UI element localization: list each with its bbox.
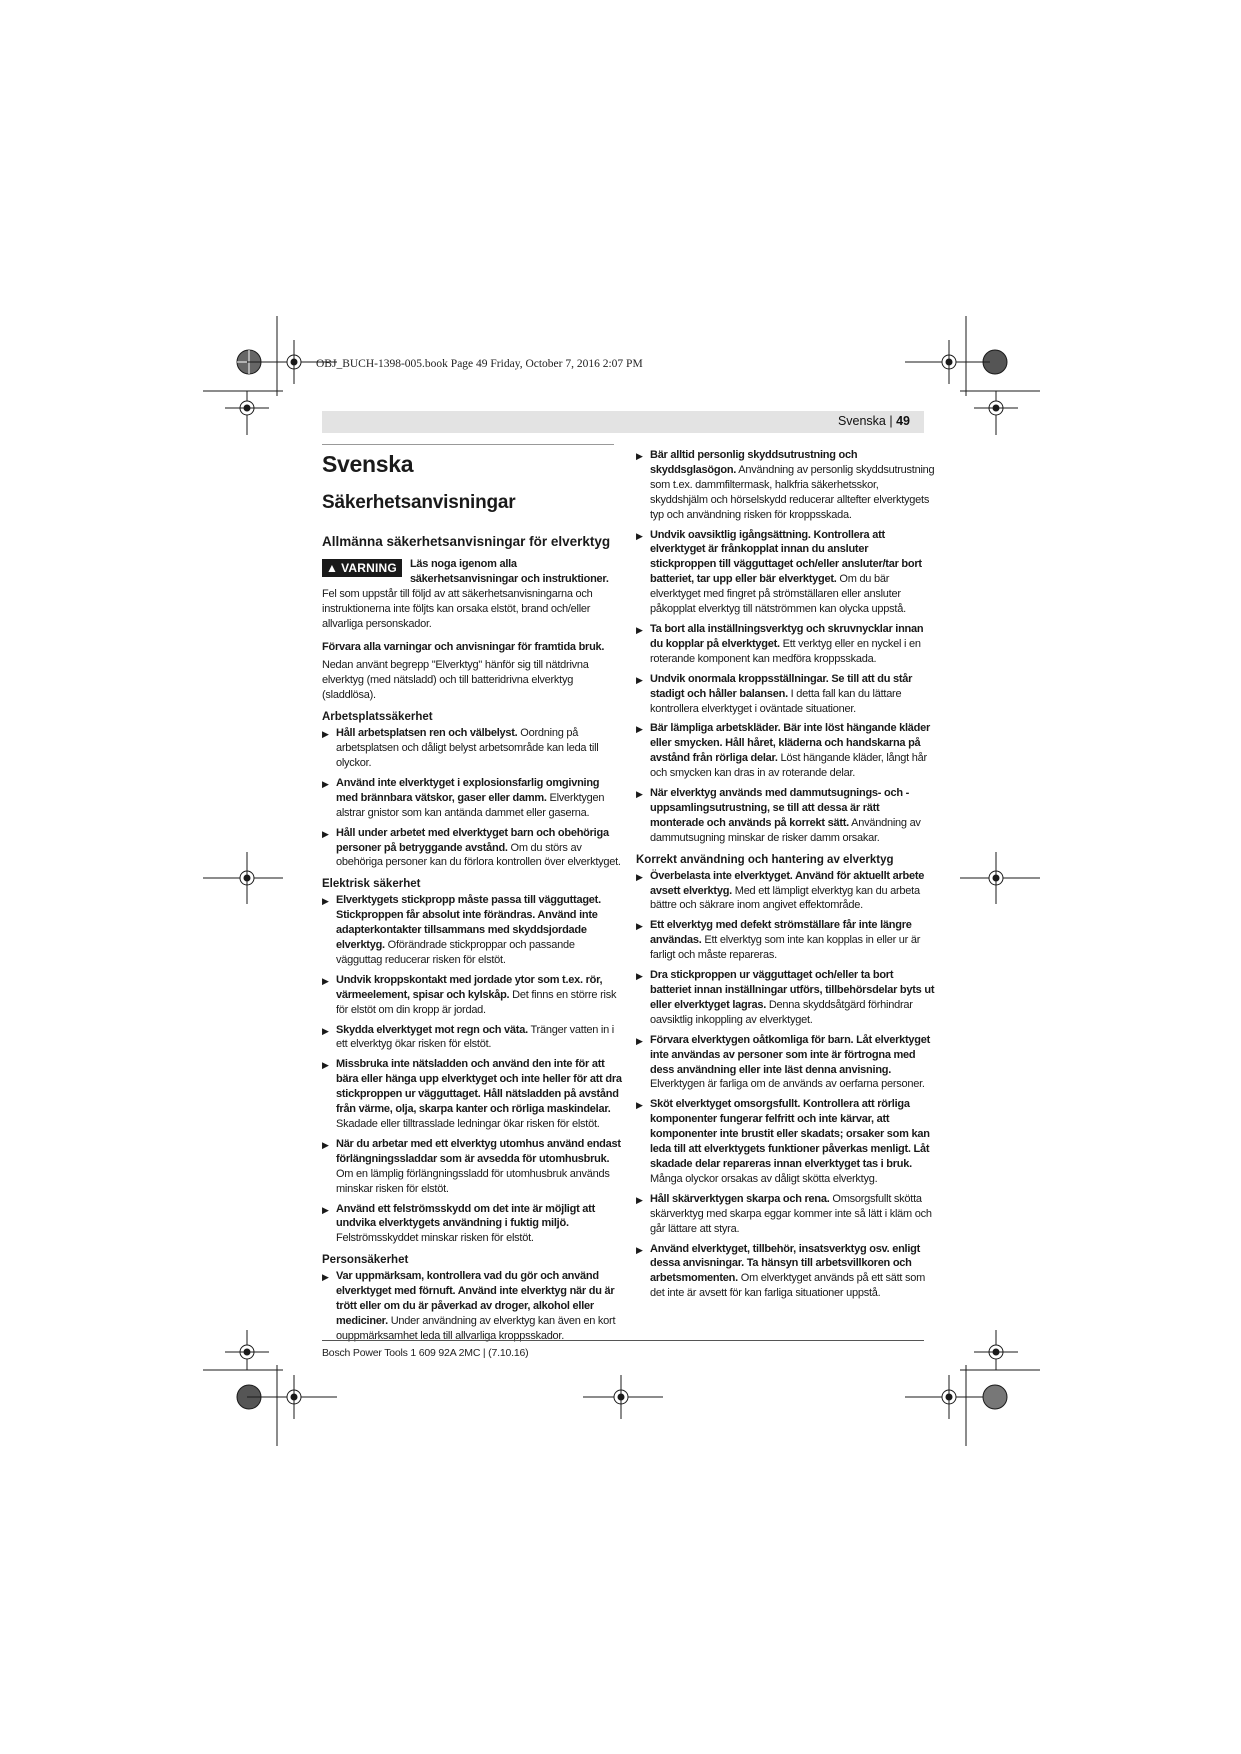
right-column bbox=[636, 448, 936, 1306]
footer-text: Bosch Power Tools 1 609 92A 2MC | (7.10.16) bbox=[322, 1347, 529, 1359]
title-rule bbox=[322, 444, 614, 445]
list-item bbox=[322, 1057, 622, 1132]
list-item bbox=[636, 721, 936, 781]
item-text: Håll arbetsplatsen ren och välbelyst. Oordning på arbetsplatsen och dåligt belyst arbetsområde kan leda till olyckor. bbox=[336, 727, 599, 769]
subsection-heading: Elektrisk säkerhet bbox=[322, 878, 421, 891]
bullet-arrow-icon: ▶ bbox=[636, 724, 643, 735]
item-text: Dra stickproppen ur vägguttaget och/eller ta bort batteriet innan inställningar utförs, tillbehörsdelar byts ut eller elverktyget lagras. Denna skyddsåtgärd förhindrar oavsiktlig inkoppling av elverktyget. bbox=[650, 969, 935, 1026]
list-item bbox=[322, 1023, 622, 1053]
subsection-heading: Korrekt användning och hantering av elverktyg bbox=[636, 853, 894, 866]
left-column bbox=[322, 440, 622, 1349]
list-item bbox=[636, 622, 936, 667]
bullet-arrow-icon: ▶ bbox=[322, 729, 329, 740]
bullet-arrow-icon: ▶ bbox=[636, 1100, 643, 1111]
bullet-arrow-icon: ▶ bbox=[636, 871, 643, 882]
list-item bbox=[636, 786, 936, 846]
bullet-arrow-icon: ▶ bbox=[322, 828, 329, 839]
item-text: Missbruka inte nätsladden och använd den inte för att bära eller hänga upp elverktyget och inte heller för att dra stickproppen ur vägguttaget. Håll nätsladden på avstånd från värme, olja, skarpa kanter och rörliga maskindelar. Skadade eller tilltrasslade ledningar ökar risken för elstöt. bbox=[336, 1058, 622, 1130]
item-text: Undvik kroppskontakt med jordade ytor som t.ex. rör, värmeelement, spisar och kylskåp. Det finns en större risk för elstöt om din kropp är jordad. bbox=[336, 973, 617, 1016]
instruction-list bbox=[322, 893, 622, 1246]
bullet-arrow-icon: ▶ bbox=[636, 789, 643, 800]
item-text: Undvik oavsiktlig igångsättning. Kontrollera att elverktyget är frånkopplat innan du ansluter stickproppen till vägguttaget och/eller ansluter/tar bort batteriet, tar upp eller bär elverktyget. Om du bär elverktyget med fingret på strömställaren eller ansluter påkopplat elverktyg till nätströmmen kan olycka uppstå. bbox=[650, 528, 922, 616]
instruction-list bbox=[636, 448, 936, 846]
subsection-heading: Arbetsplatssäkerhet bbox=[322, 711, 433, 724]
list-item bbox=[636, 1033, 936, 1093]
instruction-list bbox=[322, 726, 622, 870]
bullet-arrow-icon: ▶ bbox=[636, 674, 643, 685]
list-item bbox=[322, 1137, 622, 1197]
print-info: OBJ_BUCH-1398-005.book Page 49 Friday, October 7, 2016 2:07 PM bbox=[316, 358, 643, 370]
page-title: Svenska bbox=[322, 451, 414, 477]
item-text: Förvara elverktygen oåtkomliga för barn. Låt elverktyget inte användas av personer som inte är förtrogna med dess användning eller inte läst denna anvisning. Elverktygen är farliga om de används av oerfarna personer. bbox=[650, 1033, 931, 1091]
bullet-arrow-icon: ▶ bbox=[636, 624, 643, 635]
list-item bbox=[322, 1269, 622, 1344]
list-item bbox=[322, 826, 622, 871]
bullet-arrow-icon: ▶ bbox=[636, 971, 643, 982]
bullet-arrow-icon: ▶ bbox=[322, 1060, 329, 1071]
warning-text: Läs noga igenom alla säkerhetsanvisningar och instruktioner. Fel som uppstår till följd av att säkerhetsanvisningarna och instruktionerna inte följts kan orsaka elstöt, brand och/eller allvarliga personskador. bbox=[322, 558, 609, 630]
item-text: Överbelasta inte elverktyget. Använd för aktuellt arbete avsett elverktyg. Med ett lämpligt elverktyg kan du arbeta bättre och säkrare inom angivet effektområde. bbox=[650, 869, 925, 912]
list-item bbox=[636, 1097, 936, 1186]
item-text: Skydda elverktyget mot regn och väta. Tränger vatten in i ett elverktyg ökar risken för elstöt. bbox=[336, 1023, 614, 1051]
list-item bbox=[636, 672, 936, 717]
item-text: Undvik onormala kroppsställningar. Se till att du står stadigt och håller balansen. I detta fall kan du lättare kontrollera elverktyget i oväntade situationer. bbox=[650, 672, 913, 715]
list-item bbox=[636, 528, 936, 617]
item-text: När du arbetar med ett elverktyg utomhus använd endast förlängningssladdar som är avsedda för utomhusbruk. Om en lämplig förlängningssladd för utomhusbruk används minskar risken för elstöt. bbox=[336, 1137, 621, 1195]
list-item bbox=[636, 918, 936, 963]
item-text: Bär alltid personlig skyddsutrustning och skyddsglasögon. Användning av personlig skyddsutrustning som t.ex. dammfiltermask, halkfria säkerhetsskor, skyddshjälm och hörselskydd reducerar alltefter elverktygets typ och användning risken för kroppsskada. bbox=[650, 449, 935, 521]
item-text: Var uppmärksam, kontrollera vad du gör och använd elverktyget med förnuft. Använd inte elverktyg när du är trött eller om du är påverkad av droger, alkohol eller mediciner. Under användning av elverktyg kan även en kort ouppmärksamhet leda till allvarliga kroppsskador. bbox=[336, 1270, 616, 1342]
header-text: Svenska | 49 bbox=[837, 414, 910, 428]
bullet-arrow-icon: ▶ bbox=[636, 921, 643, 932]
footer-rule bbox=[322, 1340, 924, 1341]
warning-triangle-icon: ▲ bbox=[326, 561, 339, 575]
keep-instructions: Förvara alla varningar och anvisningar för framtida bruk. bbox=[322, 640, 605, 653]
item-text: Ett elverktyg med defekt strömställare får inte längre användas. Ett elverktyg som inte kan kopplas in eller ur är farligt och måste repareras. bbox=[650, 919, 921, 962]
item-text: Bär lämpliga arbetskläder. Bär inte löst hängande kläder eller smycken. Håll håret, kläderna och handskarna på avstånd från rörliga delar. Löst hängande kläder, långt hår och smycken kan dras in av roterande delar. bbox=[650, 722, 931, 780]
item-text: Använd elverktyget, tillbehör, insatsverktyg osv. enligt dessa anvisningar. Ta hänsyn till arbetsvillkoren och arbetsmomenten. Om elverktyget används på ett sätt som det inte är avsett för kan farliga situationer uppstå. bbox=[650, 1242, 926, 1300]
left-sections bbox=[322, 711, 622, 1344]
item-text: När elverktyg används med dammutsugnings- och -uppsamlingsutrustning, se till att dessa är rätt monterade och används på korrekt sätt. Användning av dammutsugning minskar de risker damm orsakar. bbox=[650, 787, 921, 844]
header-language: Svenska bbox=[837, 414, 886, 428]
bullet-arrow-icon: ▶ bbox=[322, 975, 329, 986]
item-text: Använd ett felströmsskydd om det inte är möjligt att undvika elverktygets användning i fuktig miljö. Felströmsskyddet minskar risken för elstöt. bbox=[336, 1202, 595, 1245]
item-text: Håll under arbetet med elverktyget barn och obehöriga personer på betryggande avstånd. Om du störs av obehöriga personer kan du förlora kontrollen över elverktyget. bbox=[336, 826, 621, 869]
instruction-list bbox=[322, 1269, 622, 1344]
list-item bbox=[322, 1202, 622, 1247]
bullet-arrow-icon: ▶ bbox=[636, 1194, 643, 1205]
bullet-arrow-icon: ▶ bbox=[322, 896, 329, 907]
warning-block bbox=[322, 557, 622, 632]
right-sections bbox=[636, 448, 936, 1301]
subsection-heading: Personsäkerhet bbox=[322, 1254, 409, 1267]
bullet-arrow-icon: ▶ bbox=[322, 1139, 329, 1150]
list-item bbox=[322, 973, 622, 1018]
list-item bbox=[636, 1192, 936, 1237]
list-item bbox=[322, 893, 622, 968]
bullet-arrow-icon: ▶ bbox=[322, 778, 329, 789]
page-header bbox=[322, 411, 924, 433]
list-item bbox=[322, 776, 622, 821]
list-item bbox=[636, 869, 936, 914]
bullet-arrow-icon: ▶ bbox=[322, 1204, 329, 1215]
instruction-list bbox=[636, 869, 936, 1301]
bullet-arrow-icon: ▶ bbox=[636, 1244, 643, 1255]
bullet-arrow-icon: ▶ bbox=[636, 1035, 643, 1046]
bullet-arrow-icon: ▶ bbox=[322, 1025, 329, 1036]
list-item bbox=[636, 968, 936, 1028]
item-text: Ta bort alla inställningsverktyg och skruvnycklar innan du kopplar på elverktyget. Ett verktyg eller en nyckel i en roterande komponent kan medföra kroppsskada. bbox=[650, 622, 924, 665]
section-title: Säkerhetsanvisningar bbox=[322, 492, 516, 513]
page-number: 49 bbox=[896, 414, 910, 428]
item-text: Elverktygets stickpropp måste passa till vägguttaget. Stickproppen får absolut inte förändras. Använd inte adapterkontakter tillsammans med skyddsjordade elverktyg. Oförändrade stickproppar och passande vägguttag reducerar risken för elstöt. bbox=[336, 894, 601, 966]
item-text: Använd inte elverktyget i explosionsfarlig omgivning med brännbara vätskor, gaser eller damm. Elverktygen alstrar gnistor som kan antända dammet eller gaserna. bbox=[336, 776, 605, 819]
list-item bbox=[636, 448, 936, 523]
definition-text: Nedan använt begrepp "Elverktyg" hänför sig till nätdrivna elverktyg (med nätsladd) och till batteridrivna elverktyg (sladdlösa). bbox=[322, 659, 589, 702]
general-heading: Allmänna säkerhetsanvisningar för elverktyg bbox=[322, 534, 611, 549]
bullet-arrow-icon: ▶ bbox=[322, 1272, 329, 1283]
bullet-arrow-icon: ▶ bbox=[636, 451, 643, 461]
registration-target-icon bbox=[983, 1385, 1007, 1409]
list-item bbox=[636, 1242, 936, 1302]
list-item bbox=[322, 726, 622, 771]
bullet-arrow-icon: ▶ bbox=[636, 530, 643, 541]
item-text: Håll skärverktygen skarpa och rena. Omsorgsfullt skötta skärverktyg med skarpa eggar kommer inte så lätt i kläm och går lättare att styra. bbox=[650, 1192, 932, 1235]
warning-badge: ▲ VARNING bbox=[322, 559, 402, 577]
item-text: Sköt elverktyget omsorgsfullt. Kontrollera att rörliga komponenter fungerar felfritt och inte kärvar, att komponenter inte brustit eller skadats; orsaker som kan leda till att elverktygets funktioner påverkas menligt. Låt skadade delar repareras innan elverktyget tas i bruk. Många olyckor orsakas av dåligt skötta elverktyg. bbox=[650, 1098, 930, 1185]
